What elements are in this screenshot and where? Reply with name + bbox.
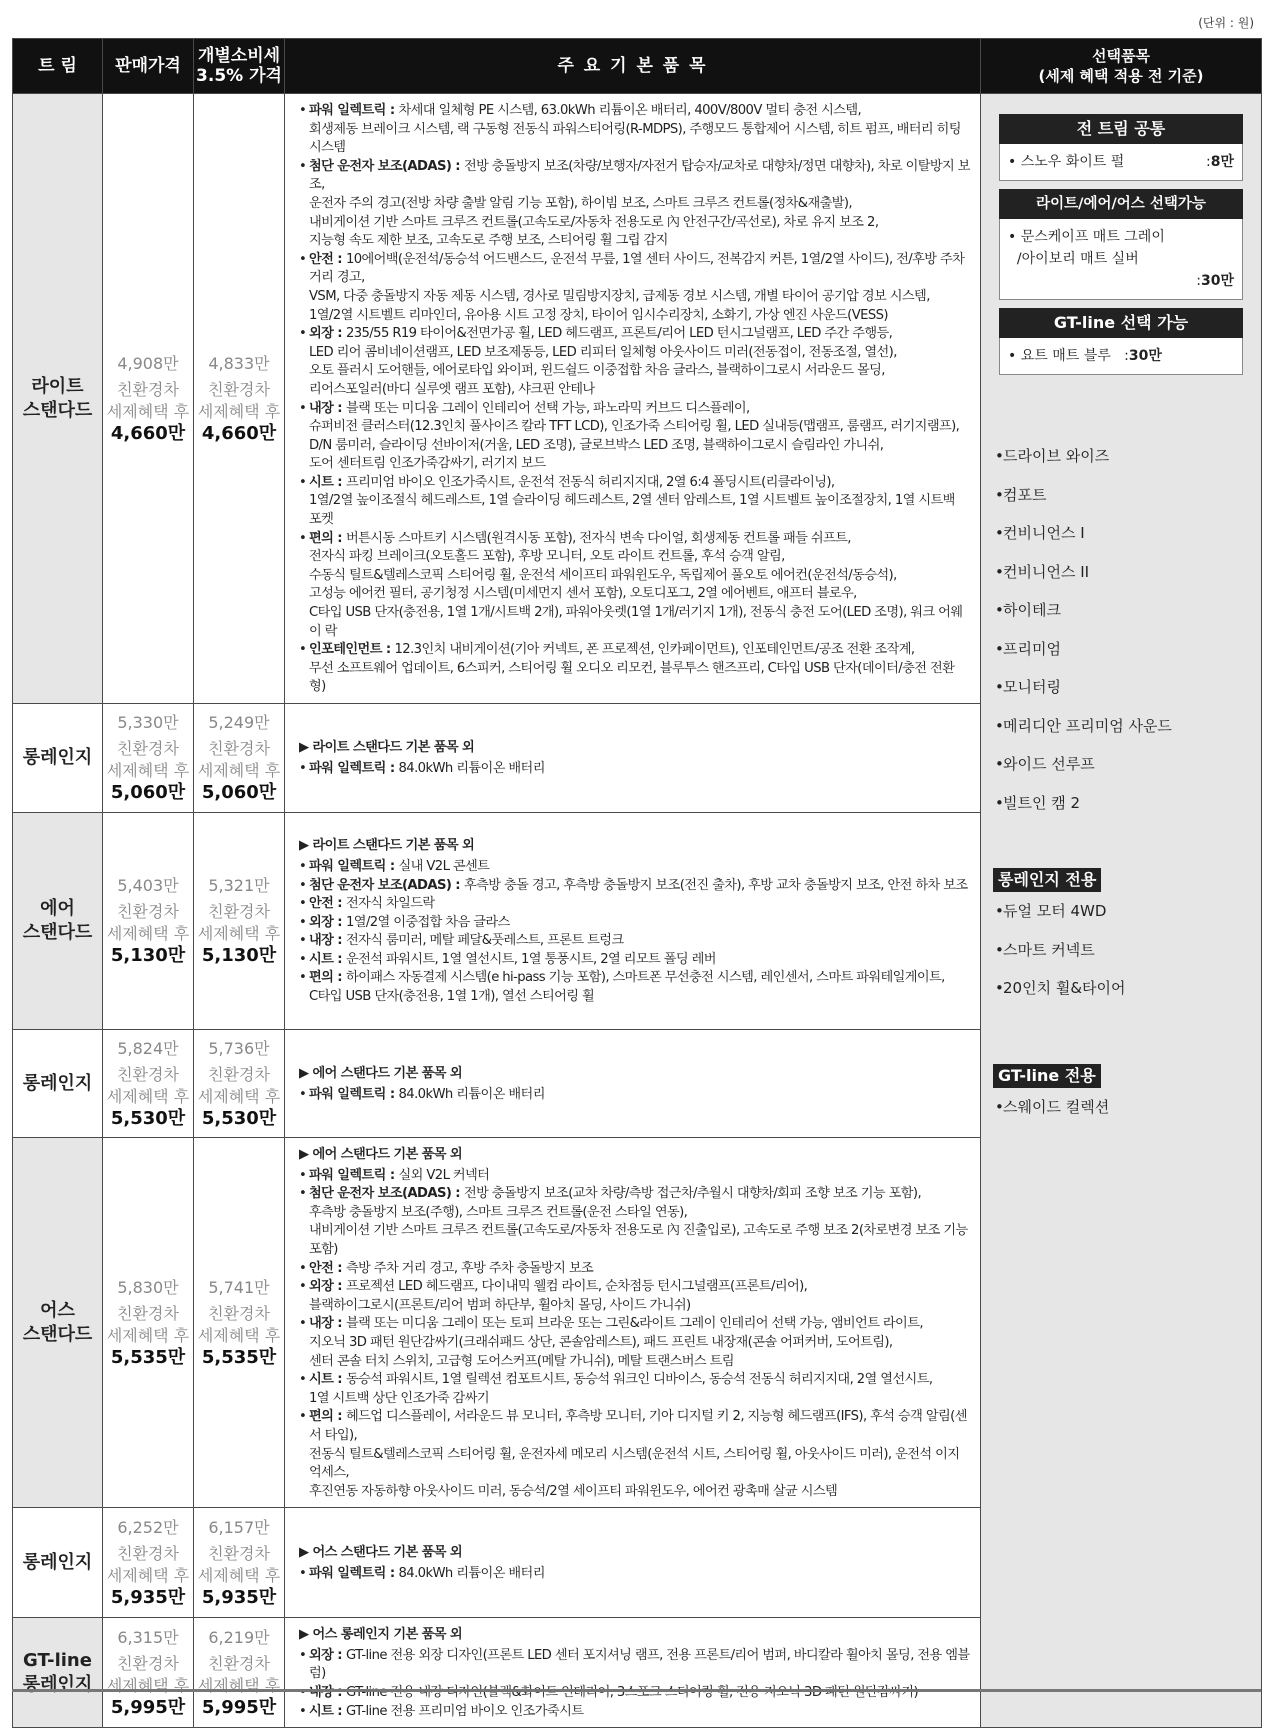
option-item: • 스마트 커넥트 xyxy=(995,931,1261,970)
trim-name: 롱레인지 xyxy=(13,704,103,813)
long-range-options xyxy=(981,892,1261,1008)
item-row: • 시트 : GT-line 전용 프리미엄 바이오 인조가죽시트 xyxy=(299,1703,970,1722)
option-item: • 컨비니언스 I xyxy=(995,514,1261,553)
header-price: 판매가격 xyxy=(103,39,194,94)
base-note: ▶ 에어 스탠다드 기본 품목 외 xyxy=(299,1147,463,1162)
item-row: • 내장 : 블랙 또는 미디움 그레이 인테리어 선택 가능, 파노라믹 커브드 디스플레이, 슈퍼비전 클러스터(12.3인치 풀사이즈 칼라 TFT LCD), 인조가죽 스티어링 휠, LED 실내등(맵램프, 룸램프, 러기지램프), D/N 룸미러, 슬라이딩 선바이저(거울, LED 조명), 글로브박스 LED 조명, 블랙하이그로시 슬림라인 가니쉬, 도어 센터트림 인조가죽감싸기, 러기지 보드 xyxy=(299,400,970,474)
option-gt: GT-line 선택 가능 • 요트 매트 블루 :30만 xyxy=(999,308,1243,375)
tax-price: 5,321만 친환경차 세제혜택 후 5,130만 xyxy=(194,813,285,1030)
base-note: ▶ 어스 롱레인지 기본 품목 외 xyxy=(299,1627,463,1643)
option-item: • 드라이브 와이즈 xyxy=(995,437,1261,476)
header-items: 주 요 기 본 품 목 xyxy=(285,39,981,94)
trim-row xyxy=(13,94,1262,704)
item-row: • 파워 일렉트릭 : 실내 V2L 콘센트 xyxy=(299,858,970,877)
item-row: • 편의 : 하이패스 자동결제 시스템(e hi-pass 기능 포함), 스마트폰 무선충전 시스템, 레인센서, 스마트 파워테일게이트, C타입 USB 단자(충전용, 1열 1개), 열선 스티어링 휠 xyxy=(299,969,970,1006)
option-common: 전 트림 공통 • 스노우 화이트 펄 :8만 xyxy=(999,114,1243,181)
trim-name: 어스 스탠다드 xyxy=(13,1138,103,1508)
trim-name: 롱레인지 xyxy=(13,1030,103,1138)
sale-price: 4,908만 친환경차 세제혜택 후 4,660만 xyxy=(103,94,194,704)
option-item: • 빌트인 캠 2 xyxy=(995,784,1261,823)
trim-name: 라이트 스탠다드 xyxy=(13,94,103,704)
item-row: • 파워 일렉트릭 : 차세대 일체형 PE 시스템, 63.0kWh 리튬이온 배터리, 400V/800V 멀티 충전 시스템, 회생제동 브레이크 시스템, 랙 구동형 전동식 파워스티어링(R-MDPS), 주행모드 통합제어 시스템, 히트 펌프, 배터리 히팅 시스템 xyxy=(299,102,970,158)
option-item: • 프리미엄 xyxy=(995,630,1261,669)
option-item: • 와이드 선루프 xyxy=(995,745,1261,784)
tax-price: 6,157만 친환경차 세제혜택 후 5,935만 xyxy=(194,1508,285,1618)
item-row: • 인포테인먼트 : 12.3인치 내비게이션(기아 커넥트, 폰 프로젝션, 인카페이먼트), 인포테인먼트/공조 전환 조작계, 무선 소프트웨어 업데이트, 6스피커, 스티어링 휠 오디오 리모컨, 블루투스 핸즈프리, C타입 USB 단자(데이터/충전 전환형) xyxy=(299,641,970,697)
item-row: • 시트 : 프리미엄 바이오 인조가죽시트, 운전석 전동식 허리지지대, 2열 6:4 폴딩시트(리클라이닝), 1열/2열 높이조절식 헤드레스트, 1열 슬라이딩 헤드레스트, 2열 센터 암레스트, 1열 시트벨트 높이조절장치, 1열 시트백 포켓 xyxy=(299,474,970,530)
tax-price: 5,741만 친환경차 세제혜택 후 5,535만 xyxy=(194,1138,285,1508)
option-lea: 라이트/에어/어스 선택가능 • 문스케이프 매트 그레이 /아이보리 매트 실버 :30만 xyxy=(999,189,1243,300)
item-row: • 내장 : GT-line 전용 내장 디자인(블랙&화이트 인테리어, 3스포크 스티어링 휠, 전용 지오닉 3D 패턴 원단감싸기) xyxy=(299,1684,970,1703)
header-trim: 트 림 xyxy=(13,39,103,94)
base-note: ▶ 어스 스탠다드 기본 품목 외 xyxy=(299,1545,463,1561)
trim-name: GT-line 롱레인지 xyxy=(13,1618,103,1728)
basic-items xyxy=(285,1138,981,1508)
sale-price: 6,252만 친환경차 세제혜택 후 5,935만 xyxy=(103,1508,194,1618)
item-row: • 시트 : 동승석 파워시트, 1열 릴렉션 컴포트시트, 동승석 워크인 디바이스, 동승석 전동식 허리지지대, 2열 열선시트, 1열 시트백 상단 인조가죽 감싸기 xyxy=(299,1371,970,1408)
item-row: • 안전 : 10에어백(운전석/동승석 어드밴스드, 운전석 무릎, 1열 센터 사이드, 전복감지 커튼, 1열/2열 사이드), 전/후방 주차 거리 경고, VSM, 다중 충돌방지 자동 제동 시스템, 경사로 밀림방지장치, 급제동 경보 시스템, 개별 타이어 공기압 경보 시스템, 1열/2열 시트벨트 리마인더, 유아용 시트 고정 장치, 타이어 임시수리장치, 소화기, 가상 엔진 사운드(VESS) xyxy=(299,251,970,325)
option-item: • 컴포트 xyxy=(995,476,1261,515)
trim-name: 롱레인지 xyxy=(13,1508,103,1618)
unit-note: (단위 : 원) xyxy=(1198,16,1254,30)
option-item: • 하이테크 xyxy=(995,591,1261,630)
basic-items xyxy=(285,813,981,1030)
gt-line-options xyxy=(981,1088,1261,1127)
base-note: ▶ 라이트 스탠다드 기본 품목 외 xyxy=(299,838,475,854)
tax-price: 5,736만 친환경차 세제혜택 후 5,530만 xyxy=(194,1030,285,1138)
option-item: • 모니터링 xyxy=(995,668,1261,707)
sale-price: 6,315만 친환경차 세제혜택 후 5,995만 xyxy=(103,1618,194,1728)
item-row: • 편의 : 버튼시동 스마트키 시스템(원격시동 포함), 전자식 변속 다이얼, 회생제동 컨트롤 패들 쉬프트, 전자식 파킹 브레이크(오토홀드 포함), 후방 모니터, 오토 라이트 컨트롤, 후석 승객 알림, 수동식 틸트&텔레스코픽 스티어링 휠, 운전석 세이프티 파워윈도우, 독립제어 풀오토 에어컨(운전석/동승석), 고성능 에어컨 필터, 공기청정 시스템(미세먼지 센서 포함), 오토디포그, 2열 에어벤트, 애프터 블로우, C타입 USB 단자(충전용, 1열 1개/시트백 2개), 파워아웃렛(1열 1개/러기지 1개), 전동식 충전 도어(LED 조명), 워크 어웨이 락 xyxy=(299,530,970,642)
tax-price: 5,249만 친환경차 세제혜택 후 5,060만 xyxy=(194,704,285,813)
trim-name: 에어 스탠다드 xyxy=(13,813,103,1030)
option-item: • 듀얼 모터 4WD xyxy=(995,892,1261,931)
item-row: • 안전 : 전자식 차일드락 xyxy=(299,895,970,914)
item-row: • 파워 일렉트릭 : 실외 V2L 커넥터 xyxy=(299,1167,970,1186)
item-row: • 파워 일렉트릭 : 84.0kWh 리튬이온 배터리 xyxy=(299,1086,970,1105)
sale-price: 5,403만 친환경차 세제혜택 후 5,130만 xyxy=(103,813,194,1030)
item-row: • 안전 : 측방 주차 거리 경고, 후방 주차 충돌방지 보조 xyxy=(299,1260,970,1279)
item-row: • 외장 : GT-line 전용 외장 디자인(프론트 LED 센터 포지셔닝 램프, 전용 프론트/리어 범퍼, 바디칼라 휠아치 몰딩, 전용 엠블럼) xyxy=(299,1647,970,1684)
header-options: 선택품목 (세제 혜택 적용 전 기준) xyxy=(981,39,1262,94)
basic-items xyxy=(285,1618,981,1728)
item-row: • 첨단 운전자 보조(ADAS) : 후측방 충돌 경고, 후측방 충돌방지 보조(전진 출차), 후방 교차 충돌방지 보조, 안전 하차 보조 xyxy=(299,877,970,896)
item-row: • 첨단 운전자 보조(ADAS) : 전방 충돌방지 보조(차량/보행자/자전거 탑승자/교차로 대향차/정면 대향차), 차로 이탈방지 보조, 운전자 주의 경고(전방 차량 출발 알림 기능 포함), 하이빔 보조, 스마트 크루즈 컨트롤(정차&재출발), 내비게이션 기반 스마트 크루즈 컨트롤(고속도로/자동차 전용도로 內 안전구간/곡선로), 차로 유지 보조 2, 지능형 속도 제한 보조, 고속도로 주행 보조, 스티어링 휠 그립 감지 xyxy=(299,158,970,251)
sale-price: 5,330만 친환경차 세제혜택 후 5,060만 xyxy=(103,704,194,813)
tax-price: 4,833만 친환경차 세제혜택 후 4,660만 xyxy=(194,94,285,704)
option-item: • 컨비니언스 II xyxy=(995,553,1261,592)
footer-divider xyxy=(12,1689,1261,1692)
item-row: • 첨단 운전자 보조(ADAS) : 전방 충돌방지 보조(교차 차량/측방 접근차/추월시 대향차/회피 조향 보조 기능 포함), 후측방 충돌방지 보조(주행), 스마트 크루즈 컨트롤(운전 스타일 연동), 내비게이션 기반 스마트 크루즈 컨트롤(고속도로/자동차 전용도로 內 진출입로), 고속도로 주행 보조 2(차로변경 보조 기능 포함) xyxy=(299,1185,970,1259)
item-row: • 외장 : 프로젝션 LED 헤드램프, 다이내믹 웰컴 라이트, 순차점등 턴시그널램프(프론트/리어), 블랙하이그로시(프론트/리어 범퍼 하단부, 휠아치 몰딩, 사이드 가니쉬) xyxy=(299,1278,970,1315)
general-options xyxy=(981,437,1261,822)
sale-price: 5,824만 친환경차 세제혜택 후 5,530만 xyxy=(103,1030,194,1138)
item-row: • 파워 일렉트릭 : 84.0kWh 리튬이온 배터리 xyxy=(299,760,970,779)
base-note: ▶ 에어 스탠다드 기본 품목 외 xyxy=(299,1065,463,1081)
long-range-tag: 롱레인지 전용 xyxy=(993,868,1101,892)
sale-price: 5,830만 친환경차 세제혜택 후 5,535만 xyxy=(103,1138,194,1508)
item-row: • 내장 : 전자식 룸미러, 메탈 페달&풋레스트, 프론트 트렁크 xyxy=(299,932,970,951)
price-table xyxy=(12,38,1262,1728)
basic-items xyxy=(285,704,981,813)
basic-items xyxy=(285,94,981,704)
item-row: • 파워 일렉트릭 : 84.0kWh 리튬이온 배터리 xyxy=(299,1565,970,1584)
item-row: • 외장 : 1열/2열 이중접합 차음 글라스 xyxy=(299,914,970,933)
item-row: • 시트 : 운전석 파워시트, 1열 열선시트, 1열 통풍시트, 2열 리모트 폴딩 레버 xyxy=(299,951,970,970)
item-row: • 내장 : 블랙 또는 미디움 그레이 또는 토피 브라운 또는 그린&라이트 그레이 인테리어 선택 가능, 앰비언트 라이트, 지오닉 3D 패턴 원단감싸기(크래쉬패드 상단, 콘솔암레스트), 패드 프린트 내장재(콘솔 어퍼커버, 도어트림), 센터 콘솔 터치 스위치, 고급형 도어스커프(메탈 가니쉬), 메탈 트랜스버스 트림 xyxy=(299,1315,970,1371)
item-row: • 외장 : 235/55 R19 타이어&전면가공 휠, LED 헤드램프, 프론트/리어 LED 턴시그널램프, LED 주간 주행등, LED 리어 콤비네이션램프, LED 보조제동등, LED 리피터 일체형 아웃사이드 미러(전동접이, 전동조절, 열선), 오토 플러시 도어핸들, 에어로타입 와이퍼, 윈드쉴드 이중접합 차음 글라스, 블랙하이그로시 서라운드 몰딩, 리어스포일러(바디 실루엣 램프 포함), 샤크핀 안테나 xyxy=(299,325,970,399)
tax-price: 6,219만 친환경차 세제혜택 후 5,995만 xyxy=(194,1618,285,1728)
gt-line-tag: GT-line 전용 xyxy=(993,1064,1101,1088)
option-item: • 메리디안 프리미엄 사운드 xyxy=(995,707,1261,746)
item-row: • 편의 : 헤드업 디스플레이, 서라운드 뷰 모니터, 후측방 모니터, 기아 디지털 키 2, 지능형 헤드램프(IFS), 후석 승객 알림(센서 타입), 전동식 틸트&텔레스코픽 스티어링 휠, 운전자세 메모리 시스템(운전석 시트, 스티어링 휠, 아웃사이드 미러), 운전석 이지 억세스, 후진연동 자동하향 아웃사이드 미러, 동승석/2열 세이프티 파워윈도우, 에어컨 광촉매 살균 시스템 xyxy=(299,1408,970,1501)
option-item: • 스웨이드 컬렉션 xyxy=(995,1088,1261,1127)
base-note: ▶ 라이트 스탠다드 기본 품목 외 xyxy=(299,740,475,756)
options-panel xyxy=(981,94,1262,1728)
option-item: • 20인치 휠&타이어 xyxy=(995,969,1261,1008)
header-tax-price: 개별소비세 3.5% 가격 xyxy=(194,39,285,94)
basic-items xyxy=(285,1508,981,1618)
basic-items xyxy=(285,1030,981,1138)
